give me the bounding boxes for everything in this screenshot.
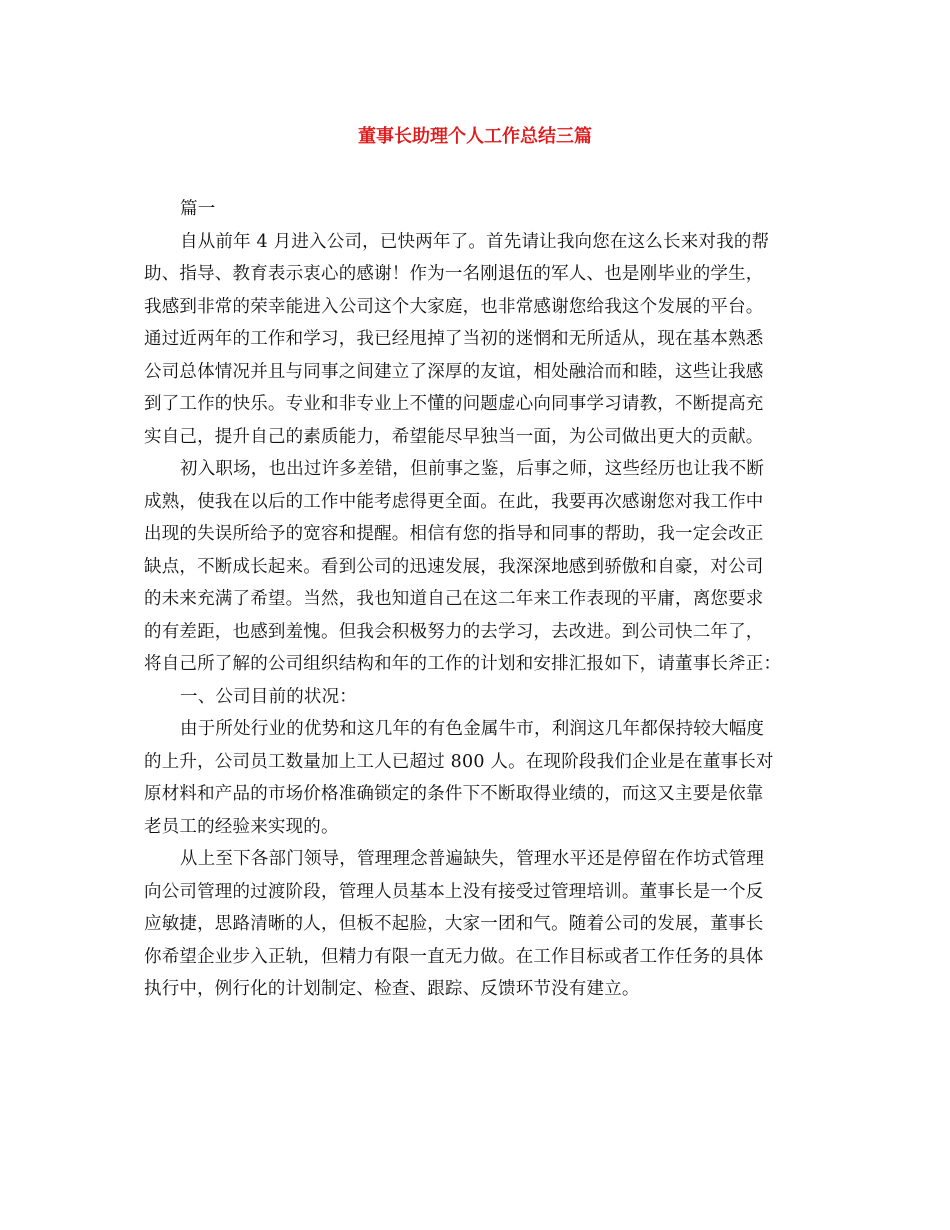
text-line: 应敏捷，思路清晰的人，但板不起脸，大家一团和气。随着公司的发展，董事长 — [144, 914, 764, 934]
document-body — [144, 193, 804, 1006]
document-title: 董事长助理个人工作总结三篇 — [358, 126, 592, 147]
text-line: 实自己，提升自己的素质能力，希望能尽早独当一面，为公司做出更大的贡献。 — [144, 426, 764, 447]
text-line: 向公司管理的过渡阶段，管理人员基本上没有接受过管理培训。董事长是一个反 — [144, 881, 764, 902]
text-line: 原材料和产品的市场价格准确锁定的条件下不断取得业绩的，而这又主要是依靠 — [144, 784, 764, 804]
text-line: 的有差距，也感到羞愧。但我会积极努力的去学习，去改进。到公司快二年了， — [144, 621, 764, 642]
text-line: 将自己所了解的公司组织结构和年的工作的计划和安排汇报如下，请董事长斧正： — [144, 654, 782, 674]
text-line: 由于所处行业的优势和这几年的有色金属牛市，利润这几年都保持较大幅度 — [180, 719, 765, 739]
text-line: 篇一 — [180, 199, 216, 219]
text-line: 到了工作的快乐。专业和非专业上不懂的问题虚心向同事学习请教，不断提高充 — [144, 394, 764, 414]
text-line: 一、公司目前的状况： — [180, 686, 357, 707]
text-line: 初入职场，也出过许多差错，但前事之鉴，后事之师，这些经历也让我不断 — [180, 459, 765, 479]
text-line: 执行中，例行化的计划制定、检查、跟踪、反馈环节没有建立。 — [144, 979, 640, 999]
text-line: 助、指导、教育表示衷心的感谢！作为一名刚退伍的军人、也是刚毕业的学生， — [144, 264, 764, 284]
text-line: 公司总体情况并且与同事之间建立了深厚的友谊，相处融洽而和睦，这些让我感 — [144, 361, 764, 382]
text-line: 成熟，使我在以后的工作中能考虑得更全面。在此，我要再次感谢您对我工作中 — [144, 491, 764, 512]
text-line: 你希望企业步入正轨，但精力有限一直无力做。在工作目标或者工作任务的具体 — [144, 946, 764, 967]
text-line: 的上升，公司员工数量加上工人已超过 800 人。在现阶段我们企业是在董事长对 — [144, 751, 774, 772]
text-line: 通过近两年的工作和学习，我已经甩掉了当初的迷惘和无所适从，现在基本熟悉 — [144, 329, 764, 349]
text-line: 的未来充满了希望。当然，我也知道自己在这二年来工作表现的平庸，离您要求 — [144, 589, 764, 609]
text-line: 自从前年 4 月进入公司，已快两年了。首先请让我向您在这么长来对我的帮 — [180, 231, 770, 252]
text-line: 老员工的经验来实现的。 — [144, 816, 339, 837]
text-line: 出现的失误所给予的宽容和提醒。相信有您的指导和同事的帮助，我一定会改正 — [144, 524, 764, 544]
text-line: 我感到非常的荣幸能进入公司这个大家庭，也非常感谢您给我这个发展的平台。 — [144, 296, 764, 317]
text-line: 从上至下各部门领导，管理理念普遍缺失，管理水平还是停留在作坊式管理 — [180, 849, 765, 869]
text-line: 缺点，不断成长起来。看到公司的迅速发展，我深深地感到骄傲和自豪，对公司 — [144, 556, 764, 577]
